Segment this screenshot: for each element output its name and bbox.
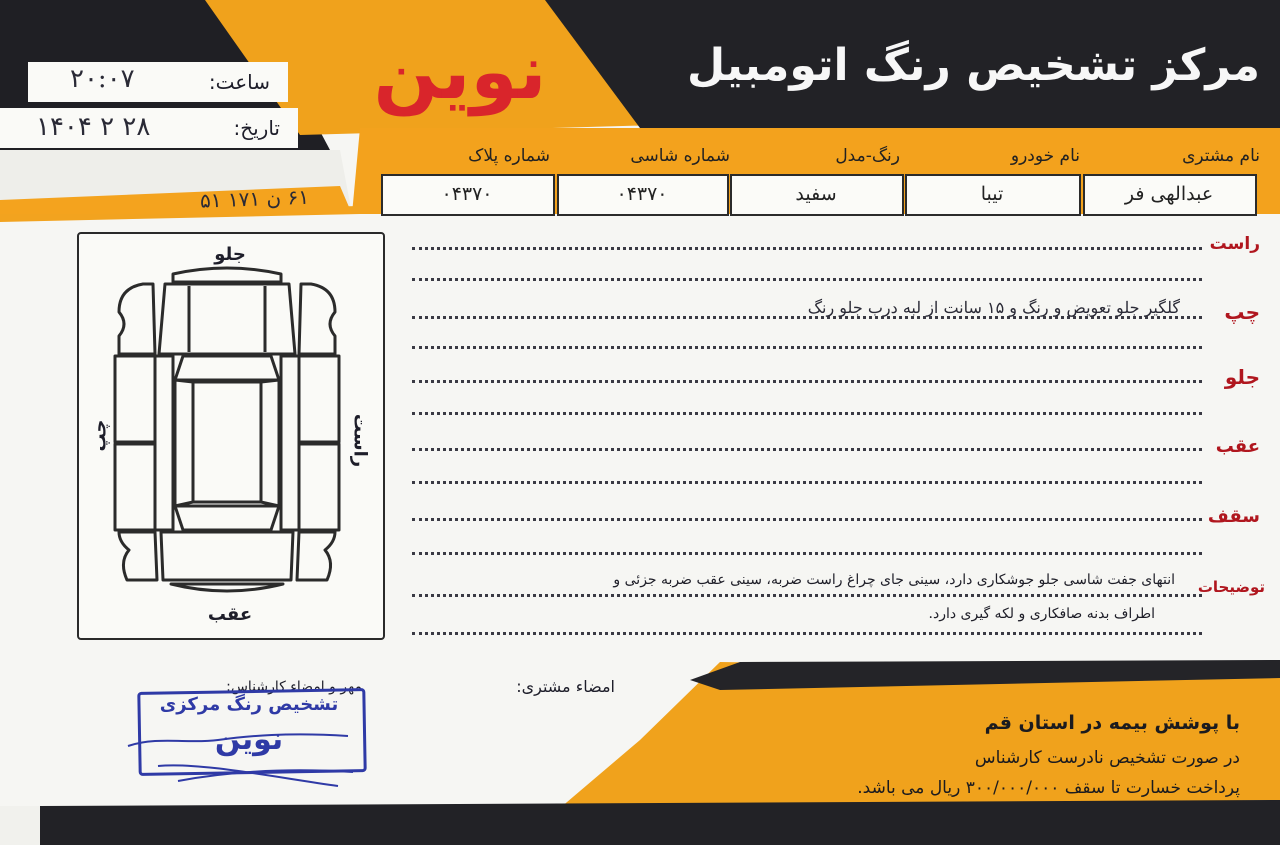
- section-notes-label: توضیحات: [1197, 578, 1265, 596]
- section-rear-label: عقب: [1215, 436, 1260, 457]
- dotted-line: [412, 278, 1202, 281]
- dotted-line: [412, 594, 1202, 597]
- customer-value: عبدالهی فر: [1124, 183, 1214, 205]
- hood-shape: [159, 284, 295, 354]
- diagram-right-label: راست: [349, 413, 371, 468]
- left-rear-fender: [119, 532, 157, 580]
- left-front-fender: [119, 284, 155, 354]
- section-front-label: جلو: [1224, 365, 1260, 389]
- customer-label: نام مشتری: [1182, 146, 1260, 166]
- right-rear-door: [299, 444, 339, 530]
- diagram-front-label: جلو: [214, 244, 246, 265]
- footer-heading: با پوشش بیمه در استان قم: [984, 712, 1240, 734]
- chassis-value: ۰۴۳۷۰: [616, 183, 668, 205]
- date-label: تاریخ:: [233, 116, 280, 140]
- notes-line-1: انتهای جفت شاسی جلو جوشکاری دارد، سینی جای چراغ راست ضربه، سینی عقب ضربه جزئی و: [613, 572, 1175, 588]
- header-title: مرکز تشخیص رنگ اتومبیل: [686, 40, 1260, 91]
- dotted-line: [412, 518, 1202, 521]
- car-label: نام خودرو: [1010, 146, 1080, 166]
- color-value: سفید: [795, 183, 837, 205]
- expert-sign-label: مهر و امضاء کارشناس:: [226, 679, 362, 695]
- left-side-note: گلگیر جلو تعویض و رنگ و ۱۵ سانت از لبه درب جلو رنگ: [807, 298, 1180, 317]
- dotted-line: [412, 380, 1202, 383]
- dotted-line: [412, 247, 1202, 250]
- date-value: ۱۴۰۴ ۲ ۲۸: [36, 112, 151, 142]
- trunk-shape: [161, 532, 293, 580]
- windshield-shape: [175, 356, 279, 380]
- left-rear-door: [115, 444, 155, 530]
- section-roof-label: سقف: [1207, 506, 1260, 527]
- footer-line-2: پرداخت خسارت تا سقف ۳۰۰/۰۰۰/۰۰۰ ریال می باشد.: [857, 778, 1240, 798]
- right-rear-fender: [297, 532, 335, 580]
- dotted-line: [412, 448, 1202, 451]
- dotted-line: [412, 632, 1202, 635]
- time-label: ساعت:: [208, 70, 270, 94]
- section-left-label: چپ: [1224, 300, 1260, 324]
- left-front-door: [115, 356, 155, 442]
- plate-partial-text: ۶۱ ن ۱۷۱ ۵۱: [199, 184, 310, 213]
- plate-value: ۰۴۳۷۰: [441, 183, 493, 205]
- roof-shape: [193, 382, 261, 502]
- car-outline: [105, 262, 350, 607]
- diagram-rear-label: عقب: [207, 604, 253, 625]
- time-value: ۲۰:۰۷: [70, 64, 135, 94]
- dotted-line: [412, 481, 1202, 484]
- chassis-label: شماره شاسی: [630, 146, 730, 166]
- stamp-line-1: تشخیص رنگ مرکزی: [159, 694, 339, 715]
- logo-text: نوین: [373, 27, 547, 116]
- rear-window-shape: [175, 506, 279, 530]
- notes-line-2: اطراف بدنه صافکاری و لکه گیری دارد.: [928, 606, 1155, 622]
- right-front-door: [299, 356, 339, 442]
- diagram-left-label: چپ: [89, 419, 111, 452]
- dotted-line: [412, 346, 1202, 349]
- footer-line-1: در صورت تشخیص نادرست کارشناس: [974, 748, 1240, 768]
- footer-background: [0, 640, 1280, 845]
- stamp-line-2: نوین: [214, 722, 284, 757]
- customer-sign-label: امضاء مشتری:: [516, 677, 615, 696]
- color-label: رنگ-مدل: [835, 146, 900, 166]
- dotted-line: [412, 412, 1202, 415]
- section-right-label: راست: [1209, 234, 1260, 254]
- rear-bumper-shape: [171, 584, 283, 591]
- car-value: تیبا: [980, 183, 1004, 205]
- plate-label: شماره پلاک: [468, 146, 550, 166]
- front-bumper-shape: [173, 268, 281, 282]
- right-front-fender: [299, 284, 335, 354]
- dotted-line: [412, 552, 1202, 555]
- footer-dark-band: [40, 800, 1280, 845]
